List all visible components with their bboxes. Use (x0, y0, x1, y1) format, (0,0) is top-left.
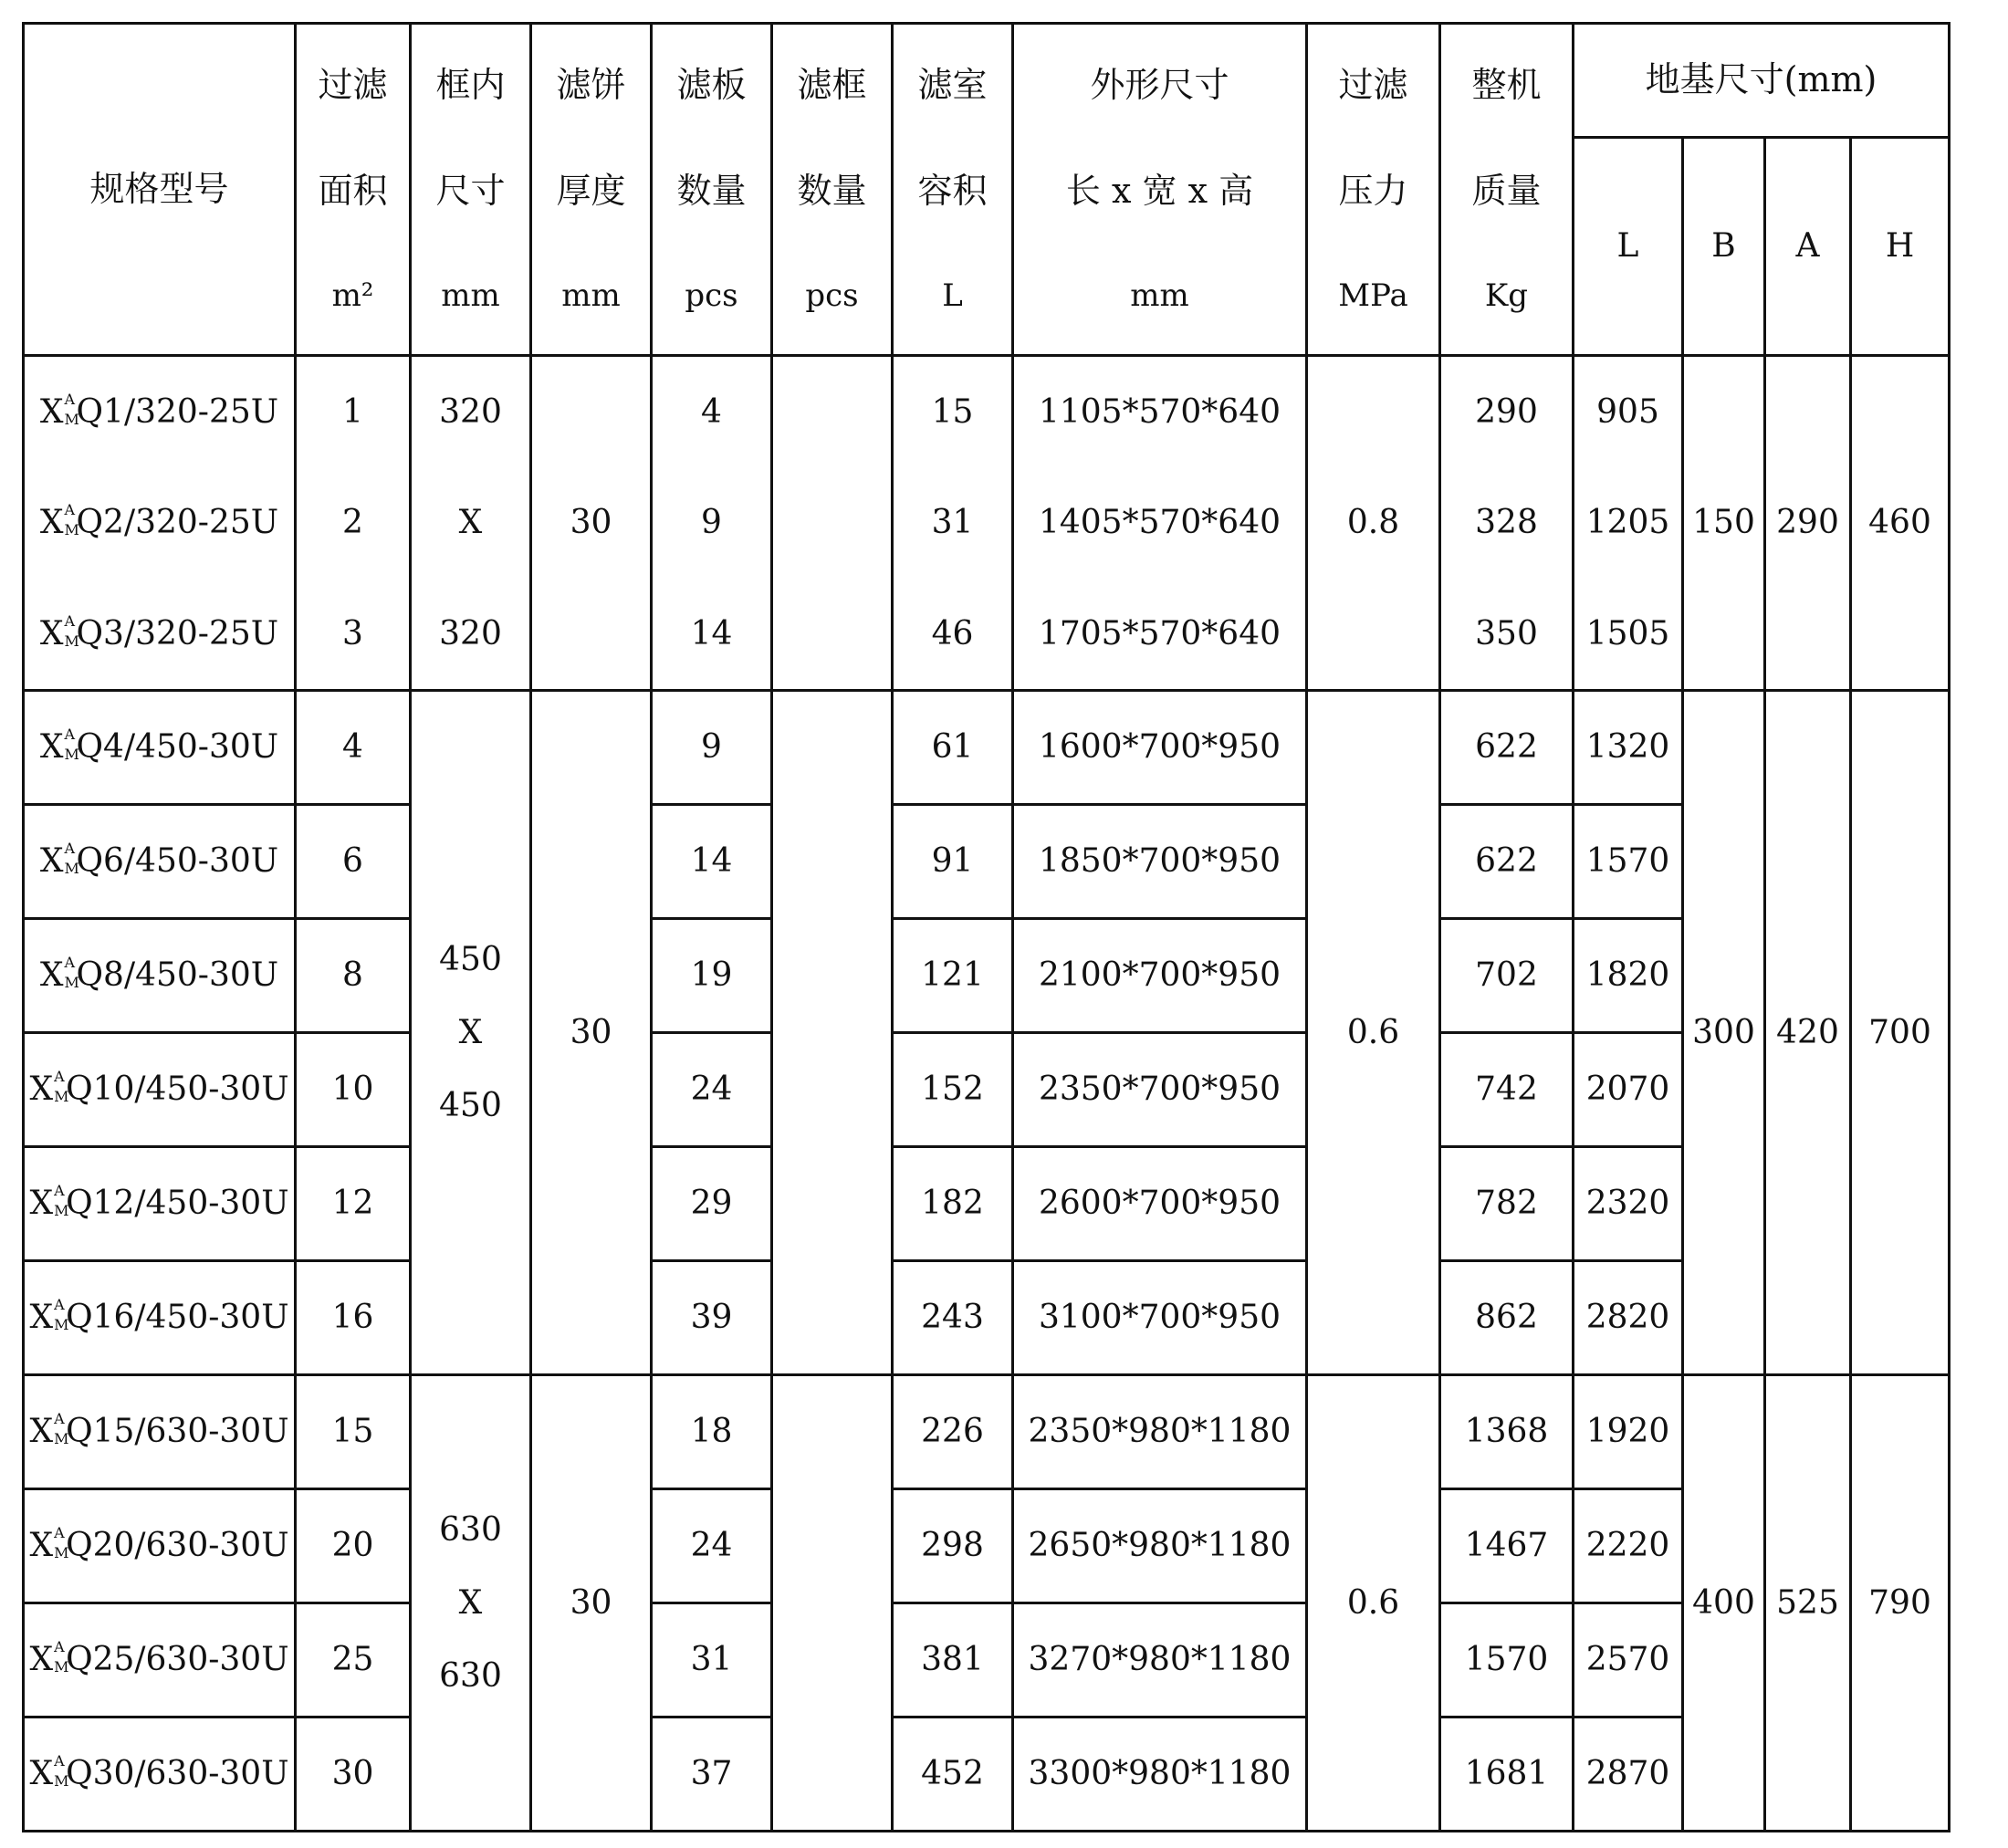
model-name (40, 503, 278, 542)
header-pressure-l1: 过滤 (1338, 64, 1408, 105)
mass-cell: 702 (1440, 919, 1574, 1033)
header-row (24, 24, 1950, 138)
area-cell: 4 (296, 691, 411, 805)
header-dims-unit: mm (1130, 277, 1189, 314)
table-row-group-320 (24, 356, 1950, 691)
model-prefix: X (29, 1413, 54, 1451)
foundation-L-cell: 2320 (1574, 1147, 1683, 1261)
header-frames-l1: 滤框 (797, 64, 867, 105)
model-superscript-subscript (53, 1182, 69, 1220)
chamber-cell: 243 (893, 1261, 1013, 1375)
inner-size-part: X (458, 1013, 483, 1051)
model-rest: Q1/320-25U (76, 393, 279, 432)
foundation-L-cell: 1820 (1574, 919, 1683, 1033)
header-foundation-L: L (1574, 138, 1683, 356)
model-rest: Q6/450-30U (76, 842, 279, 881)
foundation-L-cell: 1920 (1574, 1375, 1683, 1489)
dims-cell: 2600*700*950 (1013, 1147, 1307, 1261)
header-chamber-l1: 滤室 (917, 64, 988, 105)
chamber-value: 15 (931, 393, 974, 432)
model-rest: Q10/450-30U (66, 1070, 289, 1109)
model-sup: A (54, 1182, 65, 1200)
model-name (29, 1182, 289, 1223)
area-cell: 30 (296, 1717, 411, 1832)
header-plates-l2: 数量 (676, 171, 747, 212)
model-superscript-subscript (53, 1296, 69, 1334)
model-rest: Q12/450-30U (66, 1185, 289, 1223)
area-cell (296, 356, 411, 691)
foundation-H-cell: 700 (1851, 691, 1950, 1375)
plates-value: 4 (701, 393, 722, 432)
header-area-l2: 面积 (318, 171, 388, 212)
model-sup: A (54, 1296, 65, 1314)
header-chamber (893, 24, 1013, 356)
model-cell (24, 356, 296, 691)
model-name (40, 842, 278, 880)
header-dims-l1: 外形尺寸 (1090, 64, 1229, 105)
header-mass (1440, 24, 1574, 356)
table-row (24, 1489, 1950, 1603)
model-rest: Q16/450-30U (66, 1299, 289, 1337)
header-foundation-label: 地基尺寸(mm) (1645, 59, 1877, 100)
model-prefix: X (39, 842, 64, 881)
model-rest: Q2/320-25U (76, 504, 279, 542)
plates-cell: 19 (652, 919, 772, 1033)
model-prefix: X (29, 1527, 54, 1565)
mass-cell: 782 (1440, 1147, 1574, 1261)
cake-thickness-cell: 30 (531, 356, 652, 691)
cake-thickness-cell: 30 (531, 691, 652, 1375)
cake-thickness-cell: 30 (531, 1375, 652, 1832)
model-prefix: X (39, 614, 64, 653)
inner-size-part: X (458, 504, 483, 542)
area-value: 2 (342, 504, 363, 542)
model-rest: Q4/450-30U (76, 728, 279, 767)
foundation-L-cell: 2570 (1574, 1603, 1683, 1717)
plates-cell (652, 356, 772, 691)
table-row (24, 1261, 1950, 1375)
mass-cell: 622 (1440, 805, 1574, 919)
inner-size-part: 320 (439, 614, 502, 653)
foundation-L-cell: 1320 (1574, 691, 1683, 805)
model-rest: Q30/630-30U (66, 1755, 289, 1793)
foundation-A-cell: 290 (1765, 356, 1851, 691)
plates-cell: 31 (652, 1603, 772, 1717)
model-cell (24, 1033, 296, 1147)
model-sup: A (64, 391, 76, 409)
model-name (29, 1524, 289, 1565)
dims-value: 1705*570*640 (1038, 614, 1281, 653)
dims-cell: 1600*700*950 (1013, 691, 1307, 805)
model-name (40, 728, 278, 766)
foundation-B-cell: 150 (1683, 356, 1765, 691)
area-value: 3 (342, 614, 363, 653)
dims-value: 1105*570*640 (1038, 393, 1281, 432)
foundation-H-cell: 790 (1851, 1375, 1950, 1832)
model-prefix: X (39, 393, 64, 432)
model-superscript-subscript (64, 840, 79, 878)
model-sub: M (54, 1658, 69, 1676)
chamber-cell: 298 (893, 1489, 1013, 1603)
model-sup: A (64, 611, 76, 630)
mass-value: 350 (1475, 614, 1538, 653)
model-name (29, 1410, 289, 1451)
model-sup: A (64, 954, 76, 972)
header-area-unit: m² (331, 277, 374, 314)
plates-cell: 37 (652, 1717, 772, 1832)
model-cell (24, 1261, 296, 1375)
model-cell (24, 919, 296, 1033)
model-cell (24, 1717, 296, 1832)
foundation-L-cell: 2070 (1574, 1033, 1683, 1147)
area-cell: 15 (296, 1375, 411, 1489)
header-inner (411, 24, 531, 356)
header-area (296, 24, 411, 356)
model-sub: M (64, 411, 79, 429)
model-superscript-subscript (64, 501, 79, 539)
model-cell (24, 1489, 296, 1603)
model-prefix: X (29, 1299, 54, 1337)
foundation-H-cell: 460 (1851, 356, 1950, 691)
table-row (24, 1717, 1950, 1832)
header-inner-unit: mm (441, 277, 500, 314)
header-chamber-unit: L (942, 277, 963, 314)
plates-cell: 24 (652, 1489, 772, 1603)
mass-cell: 622 (1440, 691, 1574, 805)
model-superscript-subscript (64, 391, 79, 429)
inner-size-part: 450 (439, 1086, 502, 1124)
mass-cell: 742 (1440, 1033, 1574, 1147)
dims-cell: 3100*700*950 (1013, 1261, 1307, 1375)
inner-size-cell (411, 356, 531, 691)
mass-cell: 1368 (1440, 1375, 1574, 1489)
area-cell: 16 (296, 1261, 411, 1375)
mass-cell (1440, 356, 1574, 691)
model-cell (24, 1375, 296, 1489)
model-sup: A (64, 726, 76, 744)
model-prefix: X (29, 1185, 54, 1223)
header-frames (772, 24, 893, 356)
mass-cell: 862 (1440, 1261, 1574, 1375)
model-sub: M (54, 1088, 69, 1106)
model-sup: A (64, 501, 76, 519)
model-name (40, 392, 278, 432)
model-sub: M (54, 1544, 69, 1562)
header-inner-l2: 尺寸 (435, 171, 506, 212)
chamber-cell: 226 (893, 1375, 1013, 1489)
table-row (24, 1033, 1950, 1147)
model-superscript-subscript (64, 954, 79, 992)
model-sup: A (54, 1410, 65, 1428)
model-superscript-subscript (53, 1638, 69, 1676)
plates-value: 14 (690, 614, 733, 653)
model-name (40, 956, 278, 994)
foundation-B-cell: 400 (1683, 1375, 1765, 1832)
model-prefix: X (39, 728, 64, 767)
model-cell (24, 691, 296, 805)
model-sub: M (54, 1316, 69, 1334)
model-sup: A (54, 1524, 65, 1542)
foundation-L-value: 1505 (1585, 614, 1670, 653)
plates-cell: 9 (652, 691, 772, 805)
chamber-cell: 152 (893, 1033, 1013, 1147)
header-mass-l1: 整机 (1471, 64, 1542, 105)
dims-cell: 1850*700*950 (1013, 805, 1307, 919)
inner-size-part: 320 (439, 393, 502, 432)
dims-cell (1013, 356, 1307, 691)
model-sub: M (54, 1772, 69, 1791)
model-superscript-subscript (53, 1524, 69, 1562)
chamber-cell: 182 (893, 1147, 1013, 1261)
plates-value: 9 (701, 504, 722, 542)
model-name (29, 1296, 289, 1337)
header-cake (531, 24, 652, 356)
inner-size-part: 450 (439, 940, 502, 978)
header-foundation-B: B (1683, 138, 1765, 356)
header-cake-l2: 厚度 (556, 171, 626, 212)
area-cell: 6 (296, 805, 411, 919)
model-cell (24, 1603, 296, 1717)
model-rest: Q20/630-30U (66, 1527, 289, 1565)
model-superscript-subscript (53, 1410, 69, 1448)
inner-size-cell (411, 1375, 531, 1832)
model-prefix: X (29, 1070, 54, 1109)
foundation-L-cell: 2820 (1574, 1261, 1683, 1375)
model-superscript-subscript (64, 611, 79, 650)
model-superscript-subscript (64, 726, 79, 764)
foundation-A-cell: 525 (1765, 1375, 1851, 1832)
area-cell: 12 (296, 1147, 411, 1261)
model-sup: A (54, 1638, 65, 1656)
header-area-l1: 过滤 (318, 64, 388, 105)
area-value: 1 (342, 393, 363, 432)
chamber-cell: 121 (893, 919, 1013, 1033)
area-cell: 25 (296, 1603, 411, 1717)
dims-cell: 2350*980*1180 (1013, 1375, 1307, 1489)
table-row (24, 805, 1950, 919)
chamber-cell: 452 (893, 1717, 1013, 1832)
model-rest: Q15/630-30U (66, 1413, 289, 1451)
model-superscript-subscript (53, 1752, 69, 1791)
header-mass-unit: Kg (1484, 277, 1529, 314)
foundation-L-cell (1574, 356, 1683, 691)
model-cell (24, 805, 296, 919)
chamber-value: 46 (931, 614, 974, 653)
plates-cell: 14 (652, 805, 772, 919)
foundation-L-cell: 2870 (1574, 1717, 1683, 1832)
foundation-L-cell: 2220 (1574, 1489, 1683, 1603)
model-sub: M (54, 1430, 69, 1448)
header-model (24, 24, 296, 356)
header-foundation-H: H (1851, 138, 1950, 356)
model-sup: A (54, 1068, 65, 1086)
header-cake-l1: 滤饼 (556, 64, 626, 105)
header-plates-unit: pcs (685, 277, 738, 314)
model-rest: Q3/320-25U (76, 614, 279, 653)
area-cell: 8 (296, 919, 411, 1033)
model-sup: A (64, 840, 76, 858)
dims-cell: 3270*980*1180 (1013, 1603, 1307, 1717)
frames-cell (772, 691, 893, 1375)
table-row (24, 691, 1950, 805)
mass-cell: 1681 (1440, 1717, 1574, 1832)
plates-cell: 39 (652, 1261, 772, 1375)
chamber-cell: 61 (893, 691, 1013, 805)
model-sub: M (64, 632, 79, 650)
area-cell: 20 (296, 1489, 411, 1603)
inner-size-part: 630 (439, 1656, 502, 1695)
header-model-label: 规格型号 (89, 168, 229, 209)
model-prefix: X (39, 956, 64, 995)
dims-cell: 2650*980*1180 (1013, 1489, 1307, 1603)
model-prefix: X (29, 1755, 54, 1793)
header-pressure (1307, 24, 1440, 356)
model-sub: M (64, 521, 79, 539)
model-sub: M (64, 860, 79, 878)
plates-cell: 24 (652, 1033, 772, 1147)
inner-size-part: X (458, 1583, 483, 1622)
foundation-L-cell: 1570 (1574, 805, 1683, 919)
inner-size-cell (411, 691, 531, 1375)
model-name (29, 1752, 289, 1793)
model-prefix: X (39, 504, 64, 542)
header-frames-unit: pcs (805, 277, 859, 314)
model-cell (24, 1147, 296, 1261)
mass-cell: 1467 (1440, 1489, 1574, 1603)
header-pressure-unit: MPa (1338, 277, 1408, 314)
model-superscript-subscript (53, 1068, 69, 1106)
spec-table (22, 22, 1950, 1832)
dims-cell: 3300*980*1180 (1013, 1717, 1307, 1832)
header-dims (1013, 24, 1307, 356)
header-frames-l2: 数量 (797, 171, 867, 212)
header-foundation-A: A (1765, 138, 1851, 356)
area-cell: 10 (296, 1033, 411, 1147)
plates-cell: 29 (652, 1147, 772, 1261)
header-plates (652, 24, 772, 356)
header-plates-l1: 滤板 (676, 64, 747, 105)
table-row (24, 1147, 1950, 1261)
pressure-cell: 0.8 (1307, 356, 1440, 691)
model-rest: Q25/630-30U (66, 1641, 289, 1679)
model-rest: Q8/450-30U (76, 956, 279, 995)
model-name (29, 1070, 288, 1108)
chamber-cell: 91 (893, 805, 1013, 919)
pressure-cell: 0.6 (1307, 691, 1440, 1375)
model-name (39, 611, 279, 653)
frames-cell (772, 356, 893, 691)
dims-value: 1405*570*640 (1038, 504, 1281, 542)
header-foundation (1574, 24, 1950, 138)
foundation-B-cell: 300 (1683, 691, 1765, 1375)
header-mass-l2: 质量 (1471, 171, 1542, 212)
frames-cell (772, 1375, 893, 1832)
foundation-L-value: 905 (1596, 393, 1659, 432)
foundation-A-cell: 420 (1765, 691, 1851, 1375)
header-dims-l2: 长 x 宽 x 高 (1065, 171, 1254, 212)
chamber-cell (893, 356, 1013, 691)
table-row (24, 1375, 1950, 1489)
mass-value: 328 (1475, 504, 1538, 542)
header-inner-l1: 框内 (435, 64, 506, 105)
chamber-value: 31 (931, 504, 974, 542)
model-sub: M (64, 746, 79, 764)
model-name (29, 1638, 289, 1679)
pressure-cell: 0.6 (1307, 1375, 1440, 1832)
mass-cell: 1570 (1440, 1603, 1574, 1717)
plates-cell: 18 (652, 1375, 772, 1489)
mass-value: 290 (1475, 393, 1538, 432)
header-cake-unit: mm (561, 277, 621, 314)
header-pressure-l2: 压力 (1338, 171, 1408, 212)
dims-cell: 2100*700*950 (1013, 919, 1307, 1033)
model-sub: M (64, 974, 79, 992)
table-row (24, 919, 1950, 1033)
dims-cell: 2350*700*950 (1013, 1033, 1307, 1147)
model-prefix: X (29, 1641, 54, 1679)
inner-size-part: 630 (439, 1510, 502, 1549)
model-sub: M (54, 1202, 69, 1220)
table-row (24, 1603, 1950, 1717)
foundation-L-value: 1205 (1585, 504, 1670, 542)
chamber-cell: 381 (893, 1603, 1013, 1717)
model-sup: A (54, 1752, 65, 1770)
header-chamber-l2: 容积 (917, 171, 988, 212)
